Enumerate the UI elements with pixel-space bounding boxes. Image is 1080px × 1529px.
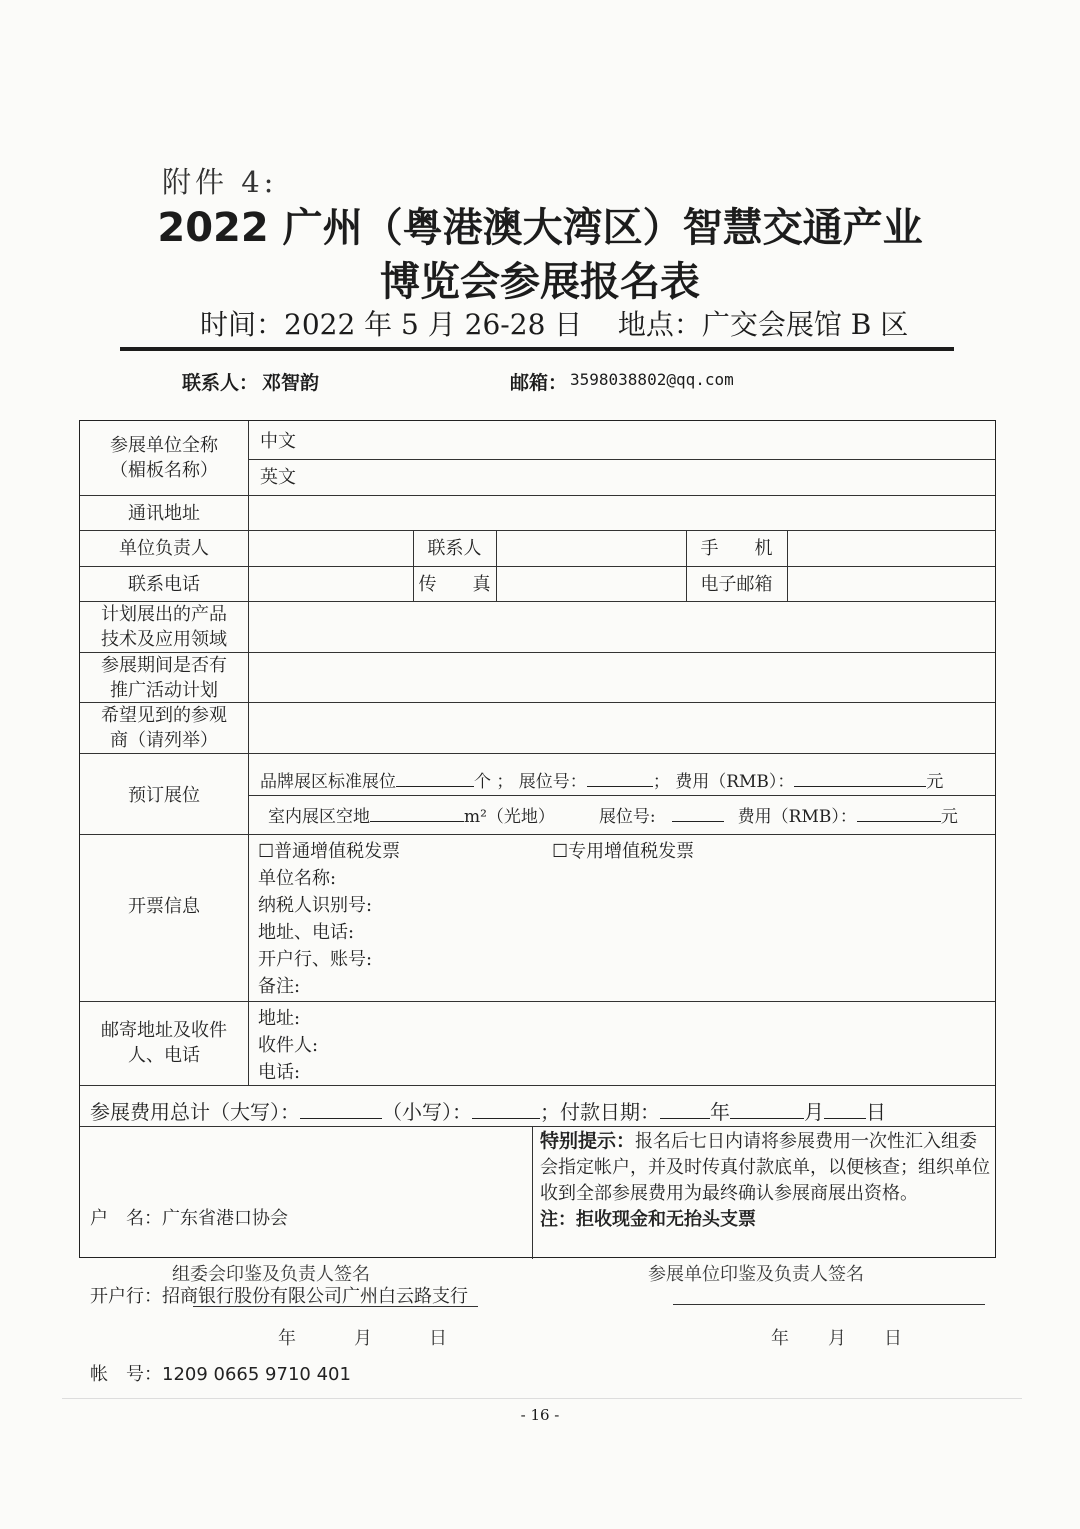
email-field-label: 电子邮箱 [700, 574, 773, 595]
email-value[interactable]: 3598038802@qq.com [570, 370, 734, 389]
organizer-signature-line[interactable] [193, 1306, 478, 1307]
contact-name: 邓智韵 [262, 372, 320, 394]
row-divider [80, 834, 995, 835]
booking-label: 预订展位 [128, 785, 200, 806]
exhibitor-signature-label: 参展单位印鉴及负责人签名 [648, 1264, 864, 1285]
total-lower-blank[interactable] [472, 1098, 540, 1119]
indoor-fee-blank[interactable] [857, 803, 941, 822]
promotion-label: 参展期间是否有 推广活动计划 [101, 655, 227, 701]
indoor-area-blank[interactable] [370, 803, 464, 822]
fax-label: 传 真 [418, 574, 491, 595]
organizer-date-year: 年 [278, 1328, 296, 1349]
invoice-label: 开票信息 [128, 896, 200, 917]
organizer-signature-label: 组委会印鉴及负责人签名 [172, 1264, 370, 1285]
col-divider [787, 530, 788, 601]
invoice-address-field[interactable]: 地址、电话: [258, 922, 355, 943]
invoice-normal-checkbox[interactable]: ☐普通增值税发票 [258, 841, 401, 862]
email-label: 邮箱： [510, 372, 568, 394]
address-label: 通讯地址 [128, 503, 200, 524]
bank-account-number: 帐 号：1209 0665 9710 401 [90, 1364, 351, 1385]
time-place-line: 时间：2022 年 5 月 26-28 日 地点：广交会展馆 B 区 [200, 308, 909, 341]
contact-label: 联系人： [182, 372, 259, 394]
bank-name: 开户行：招商银行股份有限公司广州白云路支行 [90, 1286, 468, 1307]
page-title-line2: 博览会参展报名表 [380, 259, 700, 305]
exhibitor-date-day: 日 [884, 1328, 902, 1349]
exhibitor-date-month: 月 [828, 1328, 846, 1349]
row-divider [80, 753, 995, 754]
row-divider [80, 495, 995, 496]
row-divider [80, 566, 995, 567]
total-fee-row: 参展费用总计（大写）： （小写）： ；付款日期： 年 月 日 [90, 1100, 886, 1124]
exhibitor-date-year: 年 [771, 1328, 789, 1349]
phone-label: 联系电话 [128, 574, 200, 595]
special-notice [540, 1128, 992, 1233]
organizer-date-month: 月 [354, 1328, 372, 1349]
organizer-date-day: 日 [429, 1328, 447, 1349]
chinese-name-field[interactable]: 中文 [260, 431, 296, 452]
pay-month-blank[interactable] [730, 1098, 804, 1119]
col-divider [532, 1126, 533, 1259]
invoice-company-field[interactable]: 单位名称: [258, 868, 337, 889]
page-number: - 16 - [520, 1406, 560, 1424]
invoice-note-field[interactable]: 备注: [258, 976, 301, 997]
invoice-taxid-field[interactable]: 纳税人识别号: [258, 895, 373, 916]
col-divider [496, 530, 497, 601]
mail-address-field[interactable]: 地址: [258, 1008, 301, 1029]
indoor-booth-no-blank[interactable] [672, 803, 724, 822]
booking-row-indoor: 室内展区空地 m²（光地） 展位号: 费用（RMB）： 元 [268, 803, 958, 830]
booking-row-brand: 品牌展区标准展位 个 ； 展位号： ； 费用（RMB）： 元 [260, 768, 943, 795]
mail-label: 邮寄地址及收件 人、电话 [101, 1020, 227, 1066]
notice-title: 特别提示： [540, 1130, 636, 1152]
notice-note: 注：拒收现金和无抬头支票 [540, 1209, 756, 1230]
attachment-label: 附件 4: [162, 165, 278, 199]
visitors-label: 希望见到的参观 商（请列举） [101, 705, 227, 751]
mobile-label: 手 机 [700, 538, 773, 559]
row-divider [80, 1126, 995, 1127]
brand-booth-no-blank[interactable] [587, 768, 653, 787]
notice-text: 报名后七日内请将参展费用一次性汇入组委会指定帐户，并及时传真付款底单，以便核查；组织单位收到全部参展费用为最终确认参展商展出资格。 [540, 1131, 990, 1204]
mail-phone-field[interactable]: 电话: [258, 1062, 301, 1083]
products-label: 计划展出的产品 技术及应用领域 [101, 604, 227, 650]
col-divider [248, 421, 249, 1085]
bank-account-name: 户 名：广东省港口协会 [90, 1208, 288, 1229]
row-divider [80, 1001, 995, 1002]
total-upper-blank[interactable] [300, 1098, 382, 1119]
row-divider [80, 530, 995, 531]
leader-label: 单位负责人 [119, 538, 209, 559]
brand-booth-count-blank[interactable] [396, 768, 474, 787]
invoice-special-checkbox[interactable]: ☐专用增值税发票 [552, 841, 695, 862]
company-name-label: 参展单位全称 （楣板名称） [110, 435, 218, 481]
header-divider [120, 347, 954, 351]
pay-year-blank[interactable] [660, 1098, 710, 1119]
pay-day-blank[interactable] [824, 1098, 866, 1119]
brand-fee-blank[interactable] [794, 768, 926, 787]
contact-person-label: 联系人 [427, 538, 482, 559]
row-divider [248, 795, 995, 796]
invoice-bank-field[interactable]: 开户行、账号: [258, 949, 373, 970]
row-divider [80, 1085, 995, 1086]
row-divider [248, 459, 995, 460]
mail-recipient-field[interactable]: 收件人: [258, 1035, 319, 1056]
footer-divider [62, 1398, 1022, 1399]
exhibitor-signature-line[interactable] [673, 1304, 985, 1305]
english-name-field[interactable]: 英文 [260, 467, 296, 488]
page-title-line1: 2022 广州（粤港澳大湾区）智慧交通产业 [157, 205, 923, 251]
